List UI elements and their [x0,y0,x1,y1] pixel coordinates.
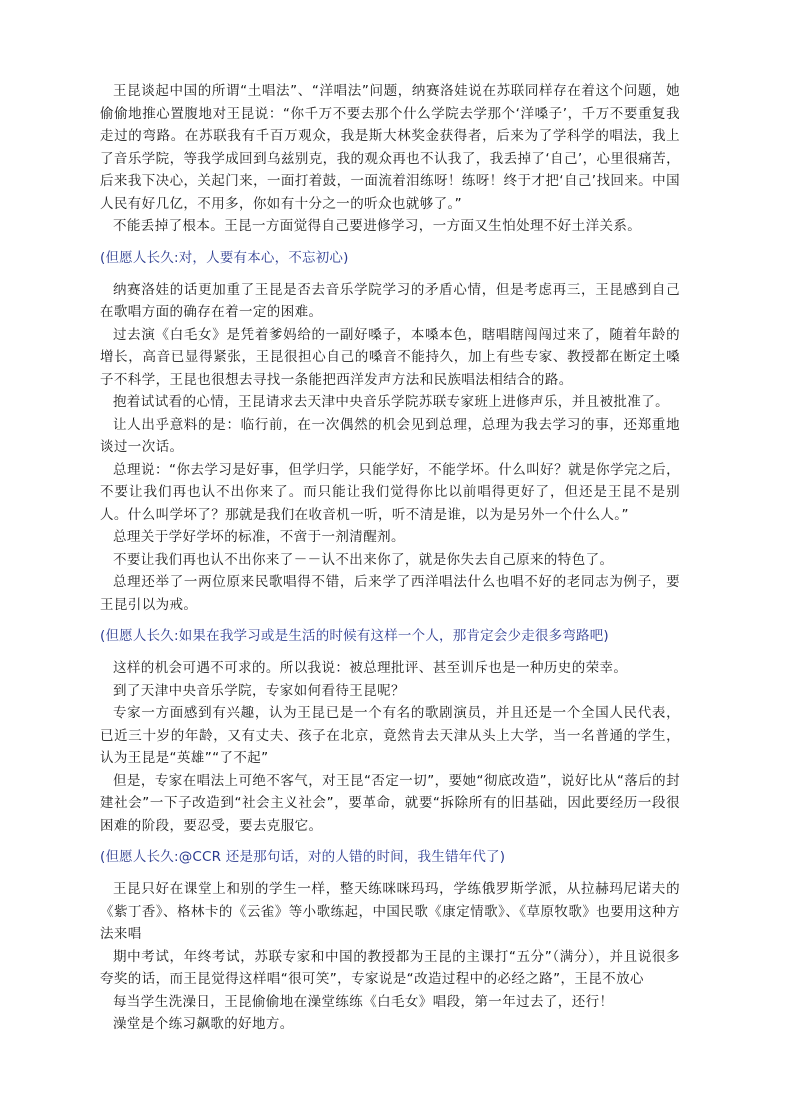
paragraph: 不能丢掉了根本。王昆一方面觉得自己要进修学习，一方面又生怕处理不好土洋关系。 [113,218,642,234]
paragraph: 让人出乎意料的是：临行前，在一次偶然的机会见到总理，总理为我去学习的事，还郑重地谈过一次话。 [100,416,680,455]
paragraph: 不要让我们再也认不出你来了－－认不出来你了，就是你失去自己原来的特色了。 [113,551,614,568]
paragraph: 这样的机会可遇不可求的。所以我说：被总理批评、甚至训斥也是一种历史的荣幸。 [113,660,628,676]
paragraph: 王昆只好在课堂上和别的学生一样，整天练咪咪玛玛，学练俄罗斯学派，从拉赫玛尼诺夫的《紫丁香》、格林卡的《云雀》等小歌练起，中国民歌《康定情歌》、《草原牧歌》也要用这种方法来唱 [100,881,680,942]
paragraph: 但是，专家在唱法上可绝不客气，对王昆“否定一切”，要她“彻底改造”，说好比从“落后的封建社会”一下子改造到“社会主义社会”，要革命，就要“拆除所有的旧基础，因此要经历一段很困难的阶段，要忍受，要去克服它。 [100,772,680,834]
paragraph: 澡堂是个练习飙歌的好地方。 [113,1016,294,1032]
paragraph: 总理说：“你去学习是好事，但学归学，只能学好，不能学坏。什么叫好？就是你学完之后，不要让我们再也认不出你来了。而只能让我们觉得你比以前唱得更好了，但还是王昆不是别人。什么叫学坏了？那就是我们在收音机一听，听不清是谁，以为是另外一个什么人。” [100,461,680,523]
paragraph: 纳赛洛娃的话更加重了王昆是否去音乐学院学习的矛盾心情，但是考虑再三，王昆感到自己在歌唱方面的确存在着一定的困难。 [100,281,680,320]
paragraph: 抱着试试看的心情，王昆请求去天津中央音乐学院苏联专家班上进修声乐，并且被批准了。 [113,394,669,410]
paragraph: 总理还举了一两位原来民歌唱得不错，后来学了西洋唱法什么也唱不好的老同志为例子，要王昆引以为戒。 [100,574,680,613]
paragraph: 到了天津中央音乐学院，专家如何看待王昆呢？ [113,682,405,699]
paragraph: 专家一方面感到有兴趣，认为王昆已是一个有名的歌剧演员，并且还是一个全国人民代表，已近三十岁的年龄，又有丈夫、孩子在北京，竟然肯去天津从头上大学，当一名普通的学生，认为王昆是“英雄”“了不起” [100,705,680,766]
reader-comment: (但愿人长久:@CCR 还是那句话，对的人错的时间，我生错年代了) [100,849,506,865]
reader-comment: (但愿人长久:对，人要有本心，不忘初心) [100,249,349,266]
paragraph: 过去演《白毛女》是凭着爹妈给的一副好嗓子，本嗓本色，瞎唱瞎闯闯过来了，随着年龄的增长，高音已显得紧张，王昆很担心自己的嗓音不能持久，加上有些专家、教授都在断定土嗓子不科学，王昆也很想去寻找一条能把西洋发声方法和民族唱法相结合的路。 [100,326,680,388]
paragraph: 期中考试，年终考试，苏联专家和中国的教授都为王昆的主课打“五分”（满分），并且说很多夸奖的话，而王昆觉得这样唱“很可笑”，专家说是“改造过程中的必经之路”，王昆不放心 [100,948,680,987]
paragraph: 每当学生洗澡日，王昆偷偷地在澡堂练练《白毛女》唱段，第一年过去了，还行！ [113,993,614,1010]
paragraph: 王昆谈起中国的所谓“土唱法”、“洋唱法”问题，纳赛洛娃说在苏联同样存在着这个问题，她偷偷地推心置腹地对王昆说：“你千万不要去那个什么学院去学那个‘洋嗓子’，千万不要重复我走过的弯路。在苏联我有千百万观众，我是斯大林奖金获得者，后来为了学科学的唱法，我上了音乐学院，等我学成回到乌兹别克，我的观众再也不认我了，我丢掉了‘自己’，心里很痛苦，后来我下决心，关起门来，一面打着鼓，一面流着泪练呀！练呀！终于才把‘自己’找回来。中国人民有好几亿，不用多，你如有十分之一的听众也就够了。” [100,83,680,212]
article-body [100,80,680,1036]
reader-comment: (但愿人长久:如果在我学习或是生活的时候有这样一个人，那肯定会少走很多弯路吧) [100,628,609,644]
paragraph: 总理关于学好学坏的标准，不啻于一剂清醒剂。 [113,529,405,545]
